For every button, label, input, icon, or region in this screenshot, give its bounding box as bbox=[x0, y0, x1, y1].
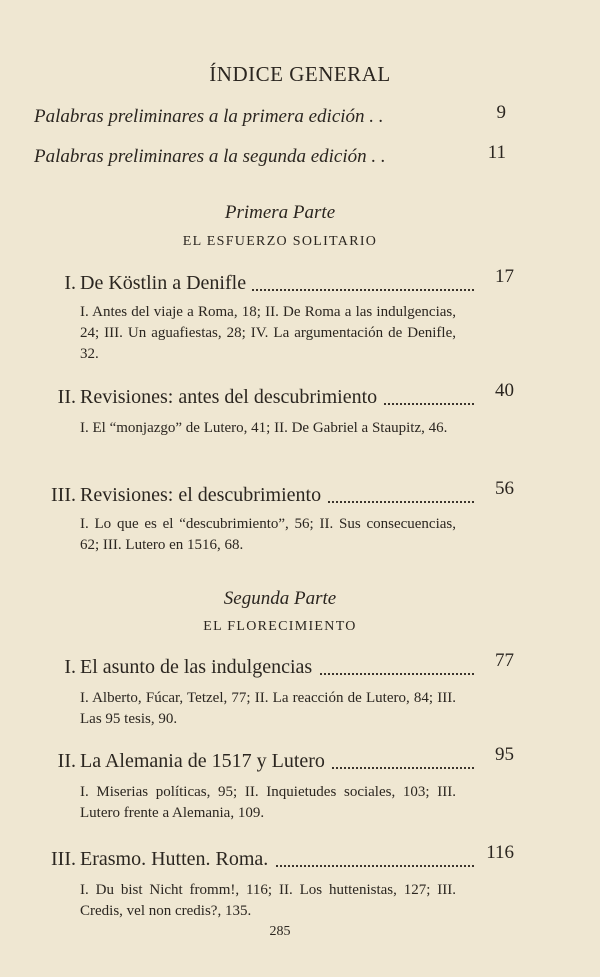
chapter-entry bbox=[36, 744, 514, 780]
chapter-entry bbox=[36, 842, 514, 878]
chapter-number: III. bbox=[51, 848, 76, 870]
folio-page-number: 285 bbox=[269, 924, 291, 939]
chapter-number: III. bbox=[51, 484, 76, 506]
chapter-number: II. bbox=[57, 750, 76, 772]
preface-label: Palabras preliminares a la segunda edición . . bbox=[34, 146, 386, 167]
page-title: ÍNDICE GENERAL bbox=[209, 62, 391, 86]
page-number: 77 bbox=[495, 650, 514, 671]
chapter-number: I. bbox=[64, 656, 76, 678]
chapter-title: Revisiones: el descubrimiento bbox=[80, 484, 327, 507]
part-title: Primera Parte bbox=[224, 202, 336, 223]
page-number: 17 bbox=[495, 266, 514, 287]
chapter-entry bbox=[36, 650, 514, 686]
page-number: 40 bbox=[495, 380, 514, 401]
chapter-entry bbox=[36, 266, 514, 302]
chapter-title: Erasmo. Hutten. Roma. bbox=[80, 848, 274, 871]
preface-entry-second bbox=[34, 142, 506, 172]
chapter-entry bbox=[36, 380, 514, 416]
chapter-number: II. bbox=[57, 386, 76, 408]
chapter-sections: I. El “monjazgo” de Lutero, 41; II. De Gabriel a Staupitz, 46. bbox=[80, 420, 448, 436]
chapter-sections: I. Antes del viaje a Roma, 18; II. De Roma a las indulgencias, 24; III. Un aguafiestas, 28; IV. La argumentación de Denifle, 32. bbox=[80, 304, 456, 362]
preface-label: Palabras preliminares a la primera edición . . bbox=[34, 106, 384, 127]
page-number: 56 bbox=[495, 478, 514, 499]
page-number: 9 bbox=[496, 102, 506, 123]
chapter-title: Revisiones: antes del descubrimiento bbox=[80, 386, 383, 409]
chapter-title: De Köstlin a Denifle bbox=[80, 272, 252, 295]
page-number: 116 bbox=[486, 842, 514, 863]
chapter-sections: I. Alberto, Fúcar, Tetzel, 77; II. La reacción de Lutero, 84; III. Las 95 tesis, 90. bbox=[80, 690, 456, 727]
part-subtitle: EL ESFUERZO SOLITARIO bbox=[182, 234, 378, 249]
chapter-entry bbox=[36, 478, 514, 514]
page-number: 95 bbox=[495, 744, 514, 765]
chapter-title: La Alemania de 1517 y Lutero bbox=[80, 750, 331, 773]
preface-entry-first bbox=[34, 102, 506, 132]
part-title: Segunda Parte bbox=[223, 588, 337, 609]
chapter-sections: I. Miserias políticas, 95; II. Inquietudes sociales, 103; III. Lutero frente a Alemania, 109. bbox=[80, 784, 456, 821]
chapter-number: I. bbox=[64, 272, 76, 294]
part-subtitle: EL FLORECIMIENTO bbox=[203, 619, 357, 634]
page-number: 11 bbox=[487, 142, 506, 163]
chapter-title: El asunto de las indulgencias bbox=[80, 656, 318, 679]
chapter-sections: I. Du bist Nicht fromm!, 116; II. Los huttenistas, 127; III. Credis, vel non credis?, 135. bbox=[80, 882, 456, 919]
chapter-sections: I. Lo que es el “descubrimiento”, 56; II. Sus consecuencias, 62; III. Lutero en 1516, 68. bbox=[80, 516, 456, 553]
